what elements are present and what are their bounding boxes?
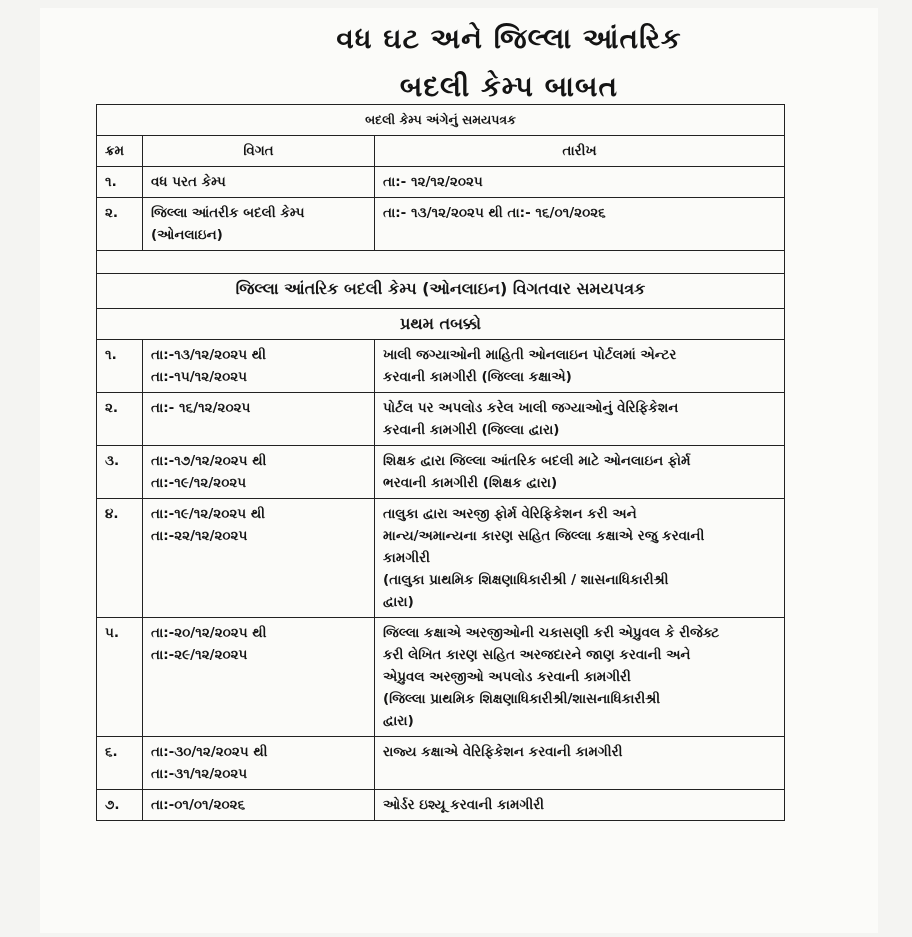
date-line: તા:- ૧૬/૧૨/૨૦૨૫ xyxy=(151,400,251,416)
detail-line: વધ પરત કેમ્પ xyxy=(151,174,226,190)
serial-number: ૨. xyxy=(97,393,143,446)
date-line: તા:-૧૭/૧૨/૨૦૨૫ થી xyxy=(151,453,267,469)
desc-line: પોર્ટલ પર અપલોડ કરેલ ખાલી જગ્યાઓનું વેરિફિકેશન xyxy=(383,400,679,416)
detail-description xyxy=(375,737,785,790)
detail-date xyxy=(143,499,375,618)
detail-row xyxy=(97,499,785,618)
desc-line: (જિલ્લા પ્રાથમિક શિક્ષણાધિકારીશ્રી/શાસનાધિકારીશ્રી xyxy=(383,691,661,707)
desc-line: ઓર્ડર ઇશ્યૂ કરવાની કામગીરી xyxy=(383,797,545,813)
detail-line: (ઓનલાઇન) xyxy=(151,227,223,243)
detail-date xyxy=(143,393,375,446)
desc-line: કરી લેખિત કારણ સહિત અરજદારને જાણ કરવાની અને xyxy=(383,647,691,663)
desc-line: ભરવાની કામગીરી (શિક્ષક દ્વારા) xyxy=(383,475,558,491)
phase-title-row xyxy=(97,309,785,340)
detail-description xyxy=(375,393,785,446)
table-caption: બદલી કેમ્પ અંગેનું સમયપત્રક xyxy=(97,105,785,136)
desc-line: શિક્ષક દ્વારા જિલ્લા આંતરિક બદલી માટે ઓનલાઇન ફોર્મ xyxy=(383,453,691,469)
detail-row xyxy=(97,446,785,499)
detail-description xyxy=(375,446,785,499)
empty-cell xyxy=(97,251,785,274)
desc-line: રાજ્ય કક્ષાએ વેરિફિકેશન કરવાની કામગીરી xyxy=(383,744,623,760)
detail-row xyxy=(97,393,785,446)
serial-number: ૫. xyxy=(97,618,143,737)
date-line: તા:-૧૫/૧૨/૨૦૨૫ xyxy=(151,369,247,385)
header-serial: ક્રમ xyxy=(97,136,143,167)
serial-number: ૬. xyxy=(97,737,143,790)
table-caption-row xyxy=(97,105,785,136)
title-line-1: વધ ઘટ અને જિલ્લા આંતરિક xyxy=(336,22,682,55)
date-line: તા:-૨૨/૧૨/૨૦૨૫ xyxy=(151,528,248,544)
desc-line: દ્વારા) xyxy=(383,594,414,610)
detail-row xyxy=(97,790,785,821)
date-line: તા:-૦૧/૦૧/૨૦૨૬ xyxy=(151,797,246,813)
detail-date xyxy=(143,340,375,393)
desc-line: દ્વારા) xyxy=(383,713,414,729)
summary-row xyxy=(97,198,785,251)
summary-date: તા:- ૧૨/૧૨/૨૦૨૫ xyxy=(375,167,785,198)
detail-row xyxy=(97,737,785,790)
detail-date xyxy=(143,446,375,499)
serial-number: ૭. xyxy=(97,790,143,821)
desc-line: માન્ય/અમાન્યના કારણ સહિત જિલ્લા કક્ષાએ રજુ કરવાની xyxy=(383,528,705,544)
date-line: તા:-૧૯/૧૨/૨૦૨૫ xyxy=(151,475,247,491)
desc-line: કરવાની કામગીરી (જિલ્લા કક્ષાએ) xyxy=(383,369,572,385)
serial-number: ૨. xyxy=(97,198,143,251)
date-line: તા:-૩૦/૧૨/૨૦૨૫ થી xyxy=(151,744,268,760)
desc-line: તાલુકા દ્વારા અરજી ફોર્મ વેરિફિકેશન કરી અને xyxy=(383,506,637,522)
header-date: તારીખ xyxy=(375,136,785,167)
detail-description xyxy=(375,499,785,618)
date-line: તા:-૧૯/૧૨/૨૦૨૫ થી xyxy=(151,506,266,522)
detail-date xyxy=(143,618,375,737)
serial-number: ૩. xyxy=(97,446,143,499)
detail-row xyxy=(97,618,785,737)
detail-description xyxy=(375,618,785,737)
empty-row xyxy=(97,251,785,274)
detail-description xyxy=(375,340,785,393)
desc-line: કામગીરી xyxy=(383,550,430,566)
desc-line: કરવાની કામગીરી (જિલ્લા દ્વારા) xyxy=(383,422,560,438)
date-line: તા:-૨૯/૧૨/૨૦૨૫ xyxy=(151,647,248,663)
serial-number: ૧. xyxy=(97,340,143,393)
section-title: જિલ્લા આંતરિક બદલી કેમ્પ (ઓનલાઇન) વિગતવાર સમયપત્રક xyxy=(97,274,785,309)
summary-date: તા:- ૧૩/૧૨/૨૦૨૫ થી તા:- ૧૬/૦૧/૨૦૨૬ xyxy=(375,198,785,251)
detail-row xyxy=(97,340,785,393)
date-line: તા:-૩૧/૧૨/૨૦૨૫ xyxy=(151,766,248,782)
date-line: તા:-૨૦/૧૨/૨૦૨૫ થી xyxy=(151,625,267,641)
title-line-2: બદલી કેમ્પ બાબત xyxy=(399,70,619,103)
desc-line: એપ્રુવલ અરજીઓ અપલોડ કરવાની કામગીરી xyxy=(383,669,631,685)
desc-line: ખાલી જગ્યાઓની માહિતી ઓનલાઇન પોર્ટલમાં એન્ટર xyxy=(383,347,677,363)
serial-number: ૧. xyxy=(97,167,143,198)
desc-line: (તાલુકા પ્રાથમિક શિક્ષણાધિકારીશ્રી / શાસનાધિકારીશ્રી xyxy=(383,572,669,588)
section-title-row xyxy=(97,274,785,309)
detail-date xyxy=(143,737,375,790)
serial-number: ૪. xyxy=(97,499,143,618)
phase-title: પ્રથમ તબક્કો xyxy=(97,309,785,340)
detail-description xyxy=(375,790,785,821)
summary-detail xyxy=(143,167,375,198)
summary-row xyxy=(97,167,785,198)
detail-date xyxy=(143,790,375,821)
table-header-row xyxy=(97,136,785,167)
desc-line: જિલ્લા કક્ષાએ અરજીઓની ચકાસણી કરી એપ્રુવલ કે રીજેક્ટ xyxy=(383,625,720,641)
detail-line: જિલ્લા આંતરીક બદલી કેમ્પ xyxy=(151,205,305,221)
schedule-table xyxy=(96,104,785,821)
date-line: તા:-૧૩/૧૨/૨૦૨૫ થી xyxy=(151,347,267,363)
summary-detail xyxy=(143,198,375,251)
header-detail: વિગત xyxy=(143,136,375,167)
